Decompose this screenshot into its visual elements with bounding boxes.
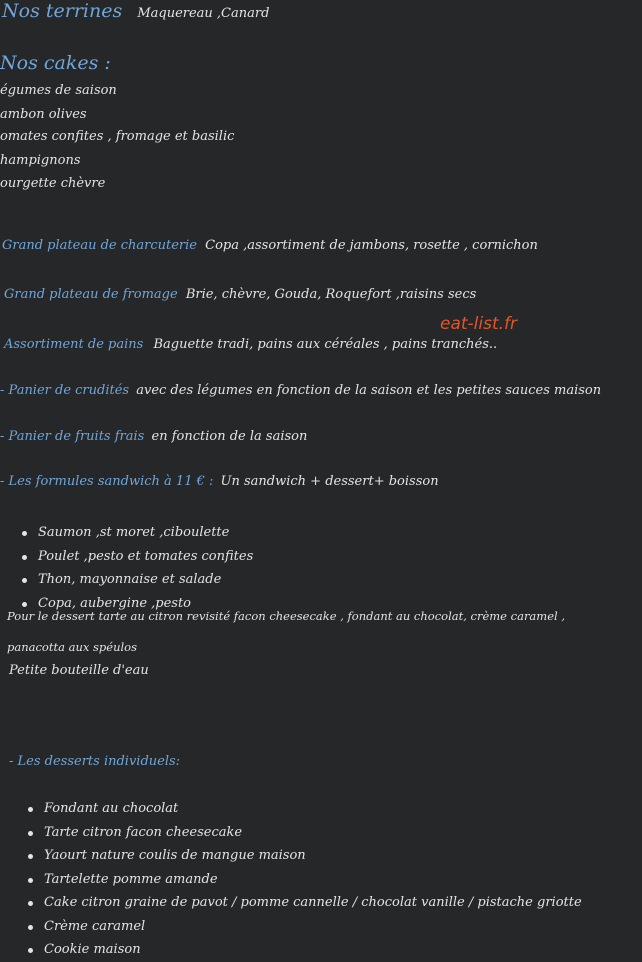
list-item: Copa, aubergine ,pesto	[6, 592, 253, 616]
fromage-line	[4, 287, 476, 302]
list-item: Cake citron graine de pavot / pomme cannelle / chocolat vanille / pistache griotte	[12, 891, 582, 915]
pains-desc: Baguette tradi, pains aux céréales , pains tranchés..	[153, 337, 498, 352]
charcuterie-label: Grand plateau de charcuterie	[2, 238, 197, 253]
crudites-desc: avec des légumes en fonction de la saison et les petites sauces maison	[136, 383, 602, 398]
fruits-desc: en fonction de la saison	[151, 429, 308, 444]
list-item: Crème caramel	[12, 915, 582, 939]
fruits-line	[0, 429, 307, 444]
list-item: Tartelette pomme amande	[12, 868, 582, 892]
fromage-desc: Brie, chèvre, Gouda, Roquefort ,raisins secs	[185, 287, 477, 302]
cake-item: égumes de saison	[0, 83, 117, 98]
cake-item: omates confites , fromage et basilic	[0, 129, 235, 144]
list-item: Tarte citron facon cheesecake	[12, 821, 582, 845]
watermark-logo: eat-list.fr	[440, 314, 518, 334]
cake-item: hampignons	[0, 153, 81, 168]
sandwich-list	[6, 521, 253, 615]
list-item: Saumon ,st moret ,ciboulette	[6, 521, 253, 545]
drink-line: Petite bouteille d'eau	[9, 663, 149, 678]
desserts-list	[12, 797, 582, 962]
terrines-items: Maquereau ,Canard	[137, 6, 270, 21]
list-item: Fondant au chocolat	[12, 797, 582, 821]
desserts-heading: - Les desserts individuels:	[9, 754, 181, 769]
cakes-heading: Nos cakes :	[0, 52, 111, 74]
charcuterie-line	[2, 238, 538, 253]
charcuterie-desc: Copa ,assortiment de jambons, rosette , cornichon	[205, 238, 538, 253]
list-item: Thon, mayonnaise et salade	[6, 568, 253, 592]
terrines-heading: Nos terrines	[2, 0, 123, 22]
cake-item: ourgette chèvre	[0, 176, 106, 191]
fromage-label: Grand plateau de fromage	[4, 287, 178, 302]
dessert-line-2: panacotta aux spéulos	[7, 640, 137, 654]
crudites-line	[0, 383, 601, 398]
list-item: Cookie maison	[12, 938, 582, 962]
formules-desc: Un sandwich + dessert+ boisson	[220, 474, 439, 489]
list-item: Yaourt nature coulis de mangue maison	[12, 844, 582, 868]
pains-label: Assortiment de pains	[4, 337, 144, 352]
formules-label: - Les formules sandwich à 11 € :	[0, 474, 214, 489]
fruits-label: - Panier de fruits frais	[0, 429, 145, 444]
dessert-line-1: Pour le dessert tarte au citron revisité facon cheesecake , fondant au chocolat, crème caramel ,	[7, 609, 565, 623]
formules-line	[0, 474, 439, 489]
crudites-label: - Panier de crudités	[0, 383, 130, 398]
pains-line	[4, 337, 497, 352]
list-item: Poulet ,pesto et tomates confites	[6, 545, 253, 569]
cake-item: ambon olives	[0, 107, 87, 122]
terrines-section	[2, 0, 269, 22]
